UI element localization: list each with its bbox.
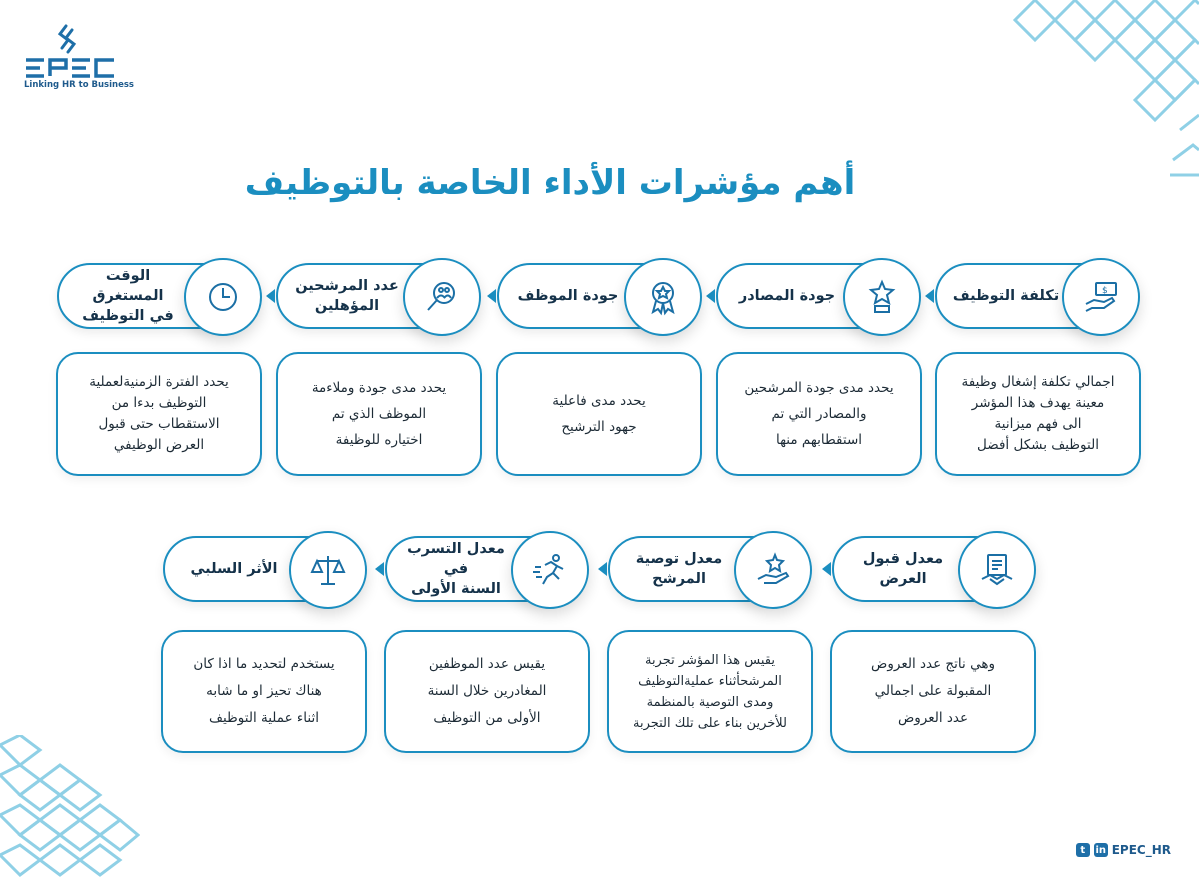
kpi-desc-adverse-impact: [161, 630, 367, 753]
arrow-icon: [822, 562, 831, 576]
linkedin-icon[interactable]: in: [1095, 844, 1106, 856]
kpi-desc-text: يقيس عدد الموظفين المغادرين خلال السنة الأولى من التوظيف: [427, 656, 547, 726]
handshake-contract-icon: [958, 531, 1036, 609]
running-person-icon: [511, 531, 589, 609]
logo-tagline: Linking HR to Business: [24, 80, 134, 90]
kpi-desc-first-year-turnover: [384, 630, 590, 753]
kpi-label: جودة المصادر: [738, 288, 836, 304]
kpi-label: معدل قبول العرض: [862, 551, 944, 587]
star-hand-icon: [734, 531, 812, 609]
decorative-lattice-top: [995, 0, 1199, 185]
kpi-label: جودة الموظف: [517, 288, 619, 304]
arrow-icon: [375, 562, 384, 576]
kpi-desc-candidate-recommendation: [607, 630, 813, 753]
kpi-label: الأثر السلبي: [190, 561, 278, 577]
kpi-desc-text: وهي ناتج عدد العروض المقبولة على اجمالي عدد العروض: [871, 656, 995, 726]
kpi-desc-text: يقيس هذا المؤشر تجربة المرشحأثناء عمليةالتوظيف ومدى التوصية بالمنظمة للأخرين بناء على تلك التجربة: [632, 652, 787, 731]
money-hand-icon: [1062, 258, 1140, 336]
arrow-icon: [706, 289, 715, 303]
kpi-desc-text: يحدد مدى جودة المرشحين والمصادر التي تم استقطابهم منها: [744, 380, 894, 448]
svg-text:$: $: [1102, 286, 1108, 296]
kpi-label: تكلفة التوظيف: [952, 288, 1060, 304]
social-handle-text: EPEC_HR: [1111, 843, 1171, 857]
kpi-desc-qualified-candidates: [276, 352, 482, 476]
arrow-icon: [925, 289, 934, 303]
kpi-desc-offer-acceptance: [830, 630, 1036, 753]
arrow-icon: [598, 562, 607, 576]
award-badge-icon: [624, 258, 702, 336]
kpi-desc-text: اجمالي تكلفة إشغال وظيفة معينة يهدف هذا المؤشر الى فهم ميزانية التوظيف بشكل أفضل: [961, 374, 1115, 453]
social-handles: [1076, 843, 1171, 857]
clock-icon: [184, 258, 262, 336]
kpi-desc-employee-quality: [496, 352, 702, 476]
kpi-desc-time-to-hire: [56, 352, 262, 476]
kpi-desc-text: يستخدم لتحديد ما اذا كان هناك تحيز او ما شابه اثناء عملية التوظيف: [193, 656, 335, 726]
kpi-desc-text: يحدد مدى جودة وملاءمة الموظف الذي تم اختياره للوظيفة: [311, 380, 447, 448]
arrow-icon: [266, 289, 275, 303]
kpi-label: معدل توصية المرشح: [635, 551, 723, 587]
kpi-desc-text: يحدد مدى فاعلية جهود الترشيح: [552, 393, 646, 435]
star-trophy-icon: [843, 258, 921, 336]
kpi-desc-source-quality: [716, 352, 922, 476]
scale-icon: [289, 531, 367, 609]
twitter-icon[interactable]: t: [1076, 843, 1090, 857]
kpi-label: عدد المرشحين المؤهلين: [295, 278, 399, 314]
kpi-label: الوقت المستغرق في التوظيف: [82, 268, 174, 324]
page-title: أهم مؤشرات الأداء الخاصة بالتوظيف: [244, 163, 856, 203]
arrow-icon: [487, 289, 496, 303]
kpi-label: معدل التسرب في السنة الأولى: [407, 541, 505, 597]
kpi-desc-text: يحدد الفترة الزمنيةلعملية التوظيف بدءا من الاستقطاب حتى قبول العرض الوظيفي: [89, 374, 229, 453]
decorative-lattice-bottom: [0, 735, 140, 879]
search-people-icon: [403, 258, 481, 336]
kpi-desc-hiring-cost: [935, 352, 1141, 476]
